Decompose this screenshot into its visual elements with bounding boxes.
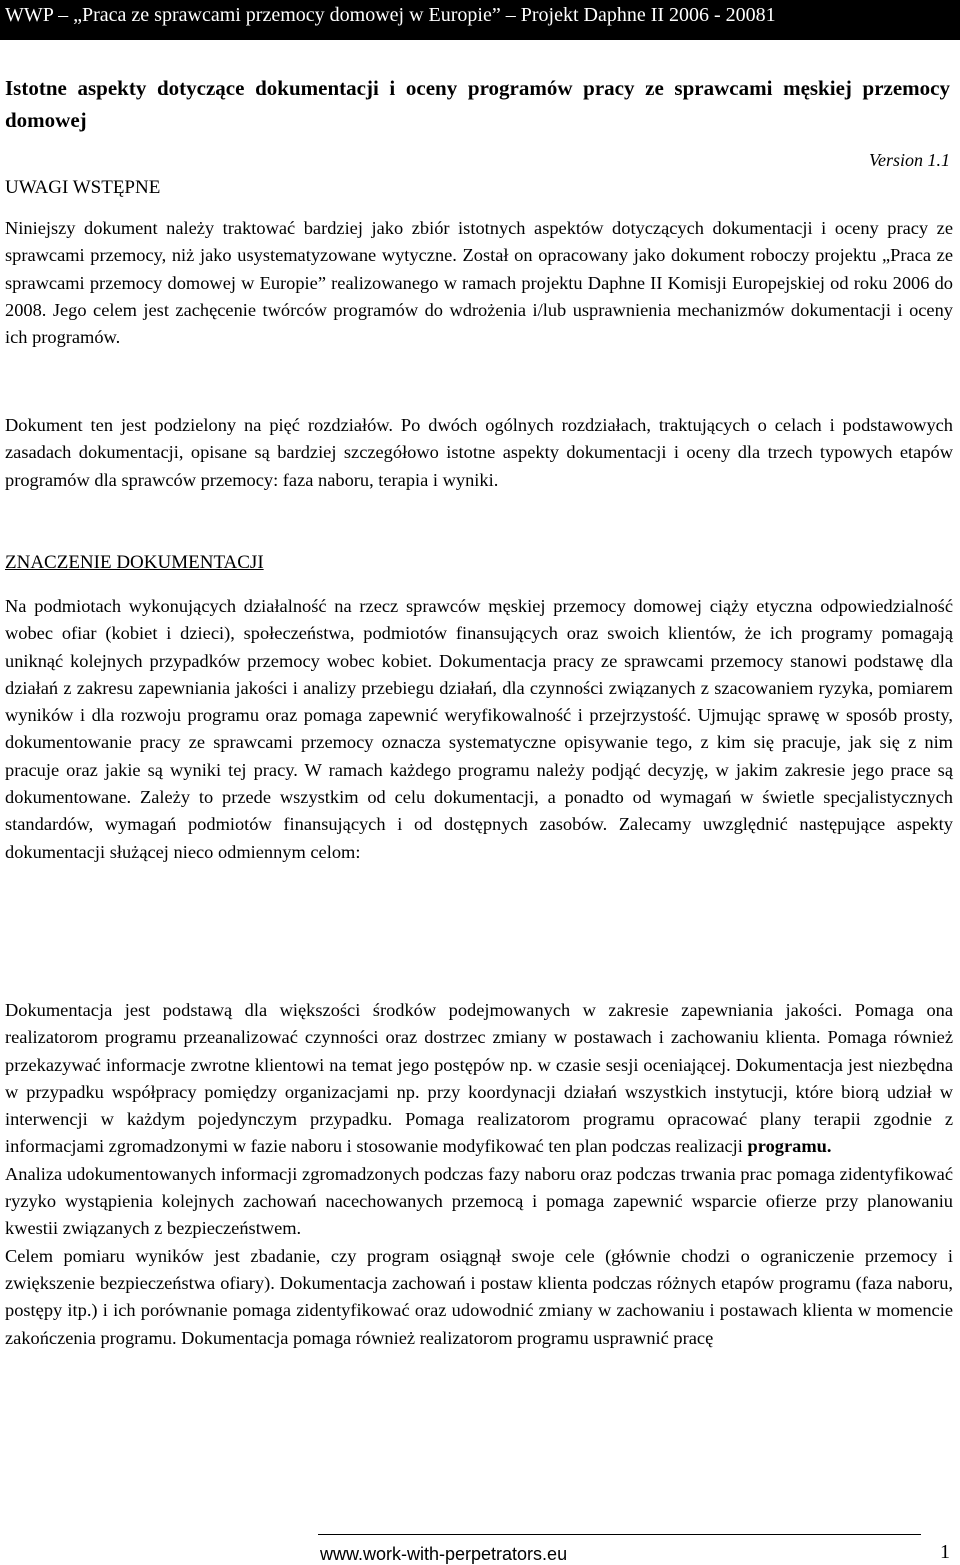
section-heading-uwagi-wstepne: UWAGI WSTĘPNE [5,177,161,198]
aspects-block [5,997,953,1352]
structure-paragraph: Dokument ten jest podzielony na pięć rozdziałów. Po dwóch ogólnych rozdziałach, traktujących o celach i podstawowych zasadach dokumentacji, opisane są bardziej szczegółowo istotne aspekty dokumentacji i oceny dla trzech typowych etapów programów dla sprawców przemocy: faza naboru, terapia i wyniki. [5,415,953,490]
section-heading-znaczenie-dokumentacji: ZNACZENIE DOKUMENTACJI [5,552,264,573]
footer-divider [318,1534,921,1535]
intro-paragraph: Niniejszy dokument należy traktować bardziej jako zbiór istotnych aspektów dotyczących dokumentacji i oceny pracy ze sprawcami przemocy, niż jako usystematyzowane wytyczne. Został on opracowany jako dokument roboczy projektu „Praca ze sprawcami przemocy domowej w Europie” realizowanego w ramach projektu Daphne II Komisji Europejskiej od roku 2006 do 2008. Jego celem jest zachęcenie twórców programów do wdrożenia i/lub usprawnienia mechanizmów dokumentacji i oceny ich programów. [5,218,953,348]
outcome-measurement-text: Celem pomiaru wyników jest zbadanie, czy program osiągnął swoje cele (głównie chodzi o ograniczenie przemocy i zwiększenie bezpieczeństwa ofiary). Dokumentacja zachowań i postaw klienta podczas różnych etapów programu (faza naboru, postępy itp.) i ich porównanie pomaga zidentyfikować oraz udowodnić zmiany w zachowaniu i postawach klienta w momencie zakończenia programu. Dokumentacja pomaga również realizatorom programu usprawnić pracę [5,1245,953,1348]
importance-paragraph: Na podmiotach wykonujących działalność na rzecz sprawców męskiej przemocy domowej ciąży etyczna odpowiedzialność wobec ofiar (kobiet i dzieci), społeczeństwa, podmiotów finansujących oraz swoich klientów, że ich programy pomagają uniknąć kolejnych przypadków przemocy wobec kobiet. Dokumentacja pracy ze sprawcami przemocy stanowi podstawę dla działań z zakresu zapewniania jakości i analizy przebiegu działań, dla czynności związanych z szacowaniem ryzyka, pomiarem wyników i dla rozwoju programu oraz pomaga zapewnić weryfikowalność i przejrzystość. Ujmując sprawę w sposób prosty, dokumentowanie pracy ze sprawcami przemocy oznacza systematyczne opisywanie tego, z kim się pracuje, jak się z nim pracuje oraz jakie są wyniki tej pracy. W ramach każdego programu należy podjąć decyzję, w jakim zakresie jego prace są dokumentowane. Zależy to przede wszystkim od celu dokumentacji, a ponadto od wymagań w świetle specjalistycznych standardów, wymagań podmiotów finansujących i od dostępnych zasobów. Zalecamy uwzględnić następujące aspekty dokumentacji służącej nieco odmiennym celom: [5,596,953,862]
risk-analysis-text: Analiza udokumentowanych informacji zgromadzonych podczas fazy naboru oraz podczas trwania prac pomaga zidentyfikować ryzyko wystąpienia kolejnych zachowań nacechowanych przemocą i pomaga zapewnić wsparcie ofierze przy planowaniu kwestii związanych z bezpieczeństwem. [5,1163,953,1239]
document-title: Istotne aspekty dotyczące dokumentacji i oceny programów pracy ze sprawcami męskiej przemocy domowej [5,76,950,132]
footer-url: www.work-with-perpetrators.eu [320,1544,568,1564]
page-number: 1 [940,1541,950,1563]
running-header: WWP – „Praca ze sprawcami przemocy domowej w Europie” – Projekt Daphne II 2006 - 20081 [0,0,960,40]
quality-assurance-bold-end: programu. [747,1136,832,1157]
quality-assurance-text: Dokumentacja jest podstawą dla większości środków podejmowanych w zakresie zapewniania jakości. Pomaga ona realizatorom programu przeanalizować czynności oraz dostrzec zmiany w postawach i zachowaniu klienta. Pomaga również przekazywać informacje zwrotne klientowi na temat jego postępów np. w czasie sesji oceniającej. Dokumentacja jest niezbędna w przypadku współpracy pomiędzy organizacjami np. przy koordynacji działań wszystkich instytucji, które biorą udział w interwencji w każdym pojedynczym przypadku. Pomaga realizatorom programu opracować plany terapii zgodnie z informacjami zgromadzonymi w fazie naboru i stosowanie modyfikować ten plan podczas realizacji [5,1000,953,1157]
version-label: Version 1.1 [869,150,950,170]
